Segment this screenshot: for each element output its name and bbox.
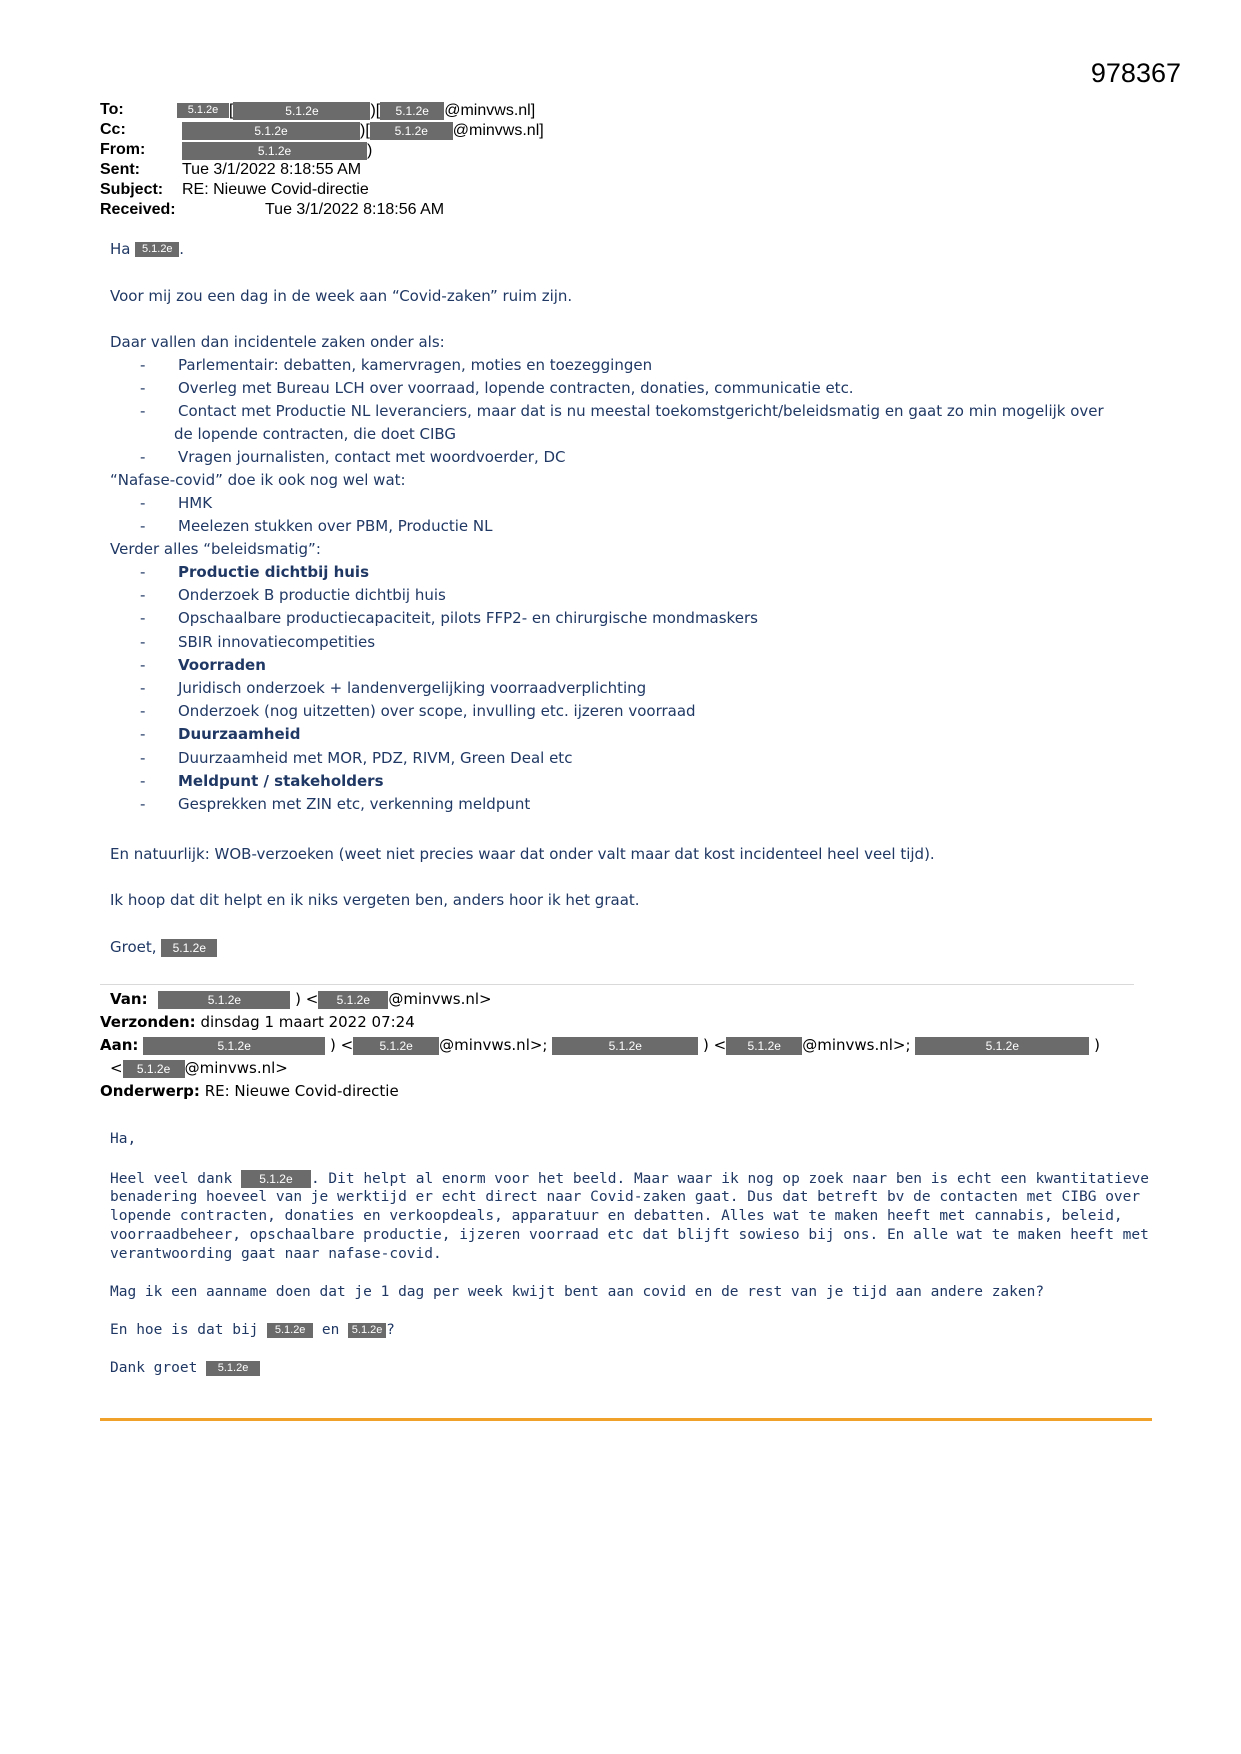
list-item: - SBIR innovatiecompetities bbox=[140, 632, 376, 651]
p1-start: Heel veel dank bbox=[110, 1171, 233, 1187]
original-greeting: Ha, bbox=[110, 1131, 137, 1147]
list-item-text: Productie dichtbij huis bbox=[178, 563, 370, 581]
list-item: - Meldpunt / stakeholders bbox=[140, 771, 384, 790]
redaction: 5.1.2e bbox=[380, 102, 444, 120]
list-item: - Vragen journalisten, contact met woordvoerder, DC bbox=[140, 448, 566, 466]
cc-label: Cc: bbox=[100, 121, 126, 138]
p3-mid: en bbox=[321, 1322, 340, 1338]
van-domain: @minvws.nl> bbox=[388, 990, 492, 1008]
paragraph-line: benadering hoeveel van je werktijd er echt direct naar Covid-zaken gaat. Dus dat betreft bv de contacten met CIBG over bbox=[110, 1189, 1141, 1205]
forward-sent bbox=[100, 1013, 415, 1031]
hope-paragraph: Ik hoop dat dit helpt en ik niks vergeten ben, anders hoor ik het graat. bbox=[110, 891, 640, 909]
redaction: 5.1.2e bbox=[370, 122, 453, 140]
to-recipients: 5.1.2e [ 5.1.2e )[ 5.1.2e @minvws.nl] bbox=[177, 101, 535, 121]
to-domain: @minvws.nl] bbox=[444, 102, 536, 119]
list-item-text: HMK bbox=[178, 494, 213, 512]
verzonden-value: dinsdag 1 maart 2022 07:24 bbox=[200, 1013, 415, 1031]
forward-to: Aan: 5.1.2e ) < 5.1.2e @minvws.nl>; 5.1.2e ) < 5.1.2e @minvws.nl>; 5.1.2e ) bbox=[100, 1036, 1100, 1054]
onderwerp-label: Onderwerp: bbox=[100, 1082, 200, 1100]
footer-rule bbox=[100, 1418, 1152, 1421]
aan-label: Aan: bbox=[100, 1036, 139, 1054]
greeting-text: Ha bbox=[110, 240, 131, 258]
list-item-text: Duurzaamheid met MOR, PDZ, RIVM, Green Deal etc bbox=[178, 748, 573, 767]
list1-intro: Daar vallen dan incidentele zaken onder als: bbox=[110, 333, 445, 351]
from-label: From: bbox=[100, 141, 146, 158]
redaction: 5.1.2e bbox=[552, 1037, 698, 1055]
received-value: Tue 3/1/2022 8:18:56 AM bbox=[265, 201, 445, 218]
list-item: - Meelezen stukken over PBM, Productie NL bbox=[140, 517, 493, 535]
list-item: - Duurzaamheid met MOR, PDZ, RIVM, Green Deal etc bbox=[140, 748, 573, 767]
redaction: 5.1.2e bbox=[206, 1361, 260, 1376]
verzonden-label: Verzonden: bbox=[100, 1013, 196, 1031]
original-p1-line bbox=[110, 1170, 1149, 1188]
list-item: - Gesprekken met ZIN etc, verkenning meldpunt bbox=[140, 795, 531, 813]
list-item-text: Onderzoek (nog uitzetten) over scope, invulling etc. ijzeren voorraad bbox=[178, 702, 696, 721]
list3-intro: Verder alles “beleidsmatig”: bbox=[110, 540, 321, 558]
aan-domain: @minvws.nl>; bbox=[802, 1036, 911, 1054]
redaction: 5.1.2e bbox=[182, 142, 367, 160]
subject-label: Subject: bbox=[100, 181, 164, 198]
redaction: 5.1.2e bbox=[726, 1037, 802, 1055]
list-item: - Duurzaamheid bbox=[140, 725, 301, 744]
redaction: 5.1.2e bbox=[348, 1323, 386, 1338]
list-item: - Onderzoek B productie dichtbij huis bbox=[140, 586, 446, 605]
redaction: 5.1.2e bbox=[135, 242, 179, 257]
list-item-text: Meelezen stukken over PBM, Productie NL bbox=[178, 517, 493, 535]
list-item: - HMK bbox=[140, 494, 213, 512]
paragraph-line: lopende contracten, donaties en verkoopdeals, apparatuur en debatten. Alles wat te maken heeft met cannabis, beleid, bbox=[110, 1208, 1123, 1224]
list-item: - Overleg met Bureau LCH over voorraad, lopende contracten, donaties, communicatie etc. bbox=[140, 379, 854, 397]
forward-subject bbox=[100, 1082, 399, 1100]
closing-text: Dank groet bbox=[110, 1360, 198, 1376]
redaction: 5.1.2e bbox=[241, 1170, 311, 1188]
paragraph-line: verantwoording gaat naar nafase-covid. bbox=[110, 1246, 442, 1262]
cc-domain: @minvws.nl] bbox=[452, 122, 544, 139]
list-item: - Contact met Productie NL leveranciers, maar dat is nu meestal toekomstgericht/beleidsmatig en gaat zo min mogelijk over bbox=[140, 402, 1104, 420]
list2-intro: “Nafase-covid” doe ik ook nog wel wat: bbox=[110, 471, 406, 489]
paragraph-line: voorraadbeheer, opschaalbare productie, ijzeren voorraad etc dat blijft sowieso bij ons. En alle wat te maken heeft met bbox=[110, 1227, 1149, 1243]
van-label: Van: bbox=[110, 990, 148, 1008]
list-item: - Juridisch onderzoek + landenvergelijking voorraadverplichting bbox=[140, 679, 647, 697]
original-closing bbox=[110, 1360, 260, 1376]
redaction: 5.1.2e bbox=[177, 103, 229, 118]
reply-closing bbox=[110, 938, 217, 957]
p3-start: En hoe is dat bij bbox=[110, 1322, 259, 1338]
from-sender: 5.1.2e ) bbox=[182, 141, 372, 161]
list-item-text: Opschaalbare productiecapaciteit, pilots FFP2- en chirurgische mondmaskers bbox=[178, 609, 758, 628]
sent-value: Tue 3/1/2022 8:18:55 AM bbox=[182, 161, 362, 178]
wob-paragraph: En natuurlijk: WOB-verzoeken (weet niet precies waar dat onder valt maar dat kost incidenteel heel veel tijd). bbox=[110, 845, 935, 863]
cc-recipients: 5.1.2e )[ 5.1.2e @minvws.nl] bbox=[182, 121, 544, 141]
list-item-text: Meldpunt / stakeholders bbox=[178, 771, 384, 790]
list-item-text: Juridisch onderzoek + landenvergelijking voorraadverplichting bbox=[178, 679, 647, 697]
document-number: 978367 bbox=[1090, 58, 1181, 88]
to-label: To: bbox=[100, 101, 124, 118]
closing-text: Groet, bbox=[110, 938, 157, 956]
list-item-text: Gesprekken met ZIN etc, verkenning meldpunt bbox=[178, 795, 531, 813]
redaction: 5.1.2e bbox=[353, 1037, 439, 1055]
forward-to-continued: < 5.1.2e @minvws.nl> bbox=[110, 1059, 288, 1077]
onderwerp-value: RE: Nieuwe Covid-directie bbox=[204, 1082, 399, 1100]
list-item: - Onderzoek (nog uitzetten) over scope, invulling etc. ijzeren voorraad bbox=[140, 702, 696, 721]
list-item: - Parlementair: debatten, kamervragen, moties en toezeggingen bbox=[140, 356, 653, 374]
redaction: 5.1.2e bbox=[143, 1037, 325, 1055]
list-item-continuation: de lopende contracten, die doet CIBG bbox=[174, 425, 457, 443]
aan-domain: @minvws.nl> bbox=[184, 1059, 288, 1077]
original-p3 bbox=[110, 1322, 395, 1338]
redaction: 5.1.2e bbox=[123, 1060, 185, 1078]
subject-value: RE: Nieuwe Covid-directie bbox=[182, 181, 369, 198]
redaction: 5.1.2e bbox=[182, 122, 360, 140]
redaction: 5.1.2e bbox=[267, 1323, 313, 1338]
p1-rest: . Dit helpt al enorm voor het beeld. Maar waar ik nog op zoek naar ben is echt een kwantitatieve bbox=[310, 1171, 1150, 1187]
redaction: 5.1.2e bbox=[158, 991, 290, 1009]
redaction: 5.1.2e bbox=[161, 939, 217, 957]
redaction: 5.1.2e bbox=[318, 991, 388, 1009]
list-item-text: SBIR innovatiecompetities bbox=[178, 632, 376, 651]
list-item: - Voorraden bbox=[140, 655, 266, 674]
list-item: - Productie dichtbij huis bbox=[140, 563, 370, 581]
aan-domain: @minvws.nl>; bbox=[439, 1036, 548, 1054]
p3-end: ? bbox=[386, 1322, 395, 1338]
original-p2: Mag ik een aanname doen dat je 1 dag per week kwijt bent aan covid en de rest van je tijd aan andere zaken? bbox=[110, 1284, 1045, 1300]
list-item-text: Parlementair: debatten, kamervragen, moties en toezeggingen bbox=[178, 356, 653, 374]
list-item-text: Contact met Productie NL leveranciers, maar dat is nu meestal toekomstgericht/beleidsmatig en gaat zo min mogelijk over bbox=[178, 402, 1104, 420]
list-item-text: Voorraden bbox=[178, 655, 266, 674]
list-item: - Opschaalbare productiecapaciteit, pilots FFP2- en chirurgische mondmaskers bbox=[140, 609, 758, 628]
sent-label: Sent: bbox=[100, 161, 140, 178]
reply-greeting: Ha 5.1.2e . bbox=[110, 240, 185, 258]
list-item-text: Onderzoek B productie dichtbij huis bbox=[178, 586, 446, 605]
forward-from: Van: 5.1.2e ) < 5.1.2e @minvws.nl> bbox=[110, 990, 492, 1008]
redaction: 5.1.2e bbox=[915, 1037, 1089, 1055]
list-item-text: Vragen journalisten, contact met woordvoerder, DC bbox=[178, 448, 566, 466]
reply-intro: Voor mij zou een dag in de week aan “Covid-zaken” ruim zijn. bbox=[110, 287, 573, 305]
list-item-text: Duurzaamheid bbox=[178, 725, 301, 744]
received-label: Received: bbox=[100, 201, 176, 218]
list-item-text: Overleg met Bureau LCH over voorraad, lopende contracten, donaties, communicatie etc. bbox=[178, 379, 854, 397]
redaction: 5.1.2e bbox=[233, 102, 370, 120]
separator-line bbox=[100, 984, 1134, 985]
